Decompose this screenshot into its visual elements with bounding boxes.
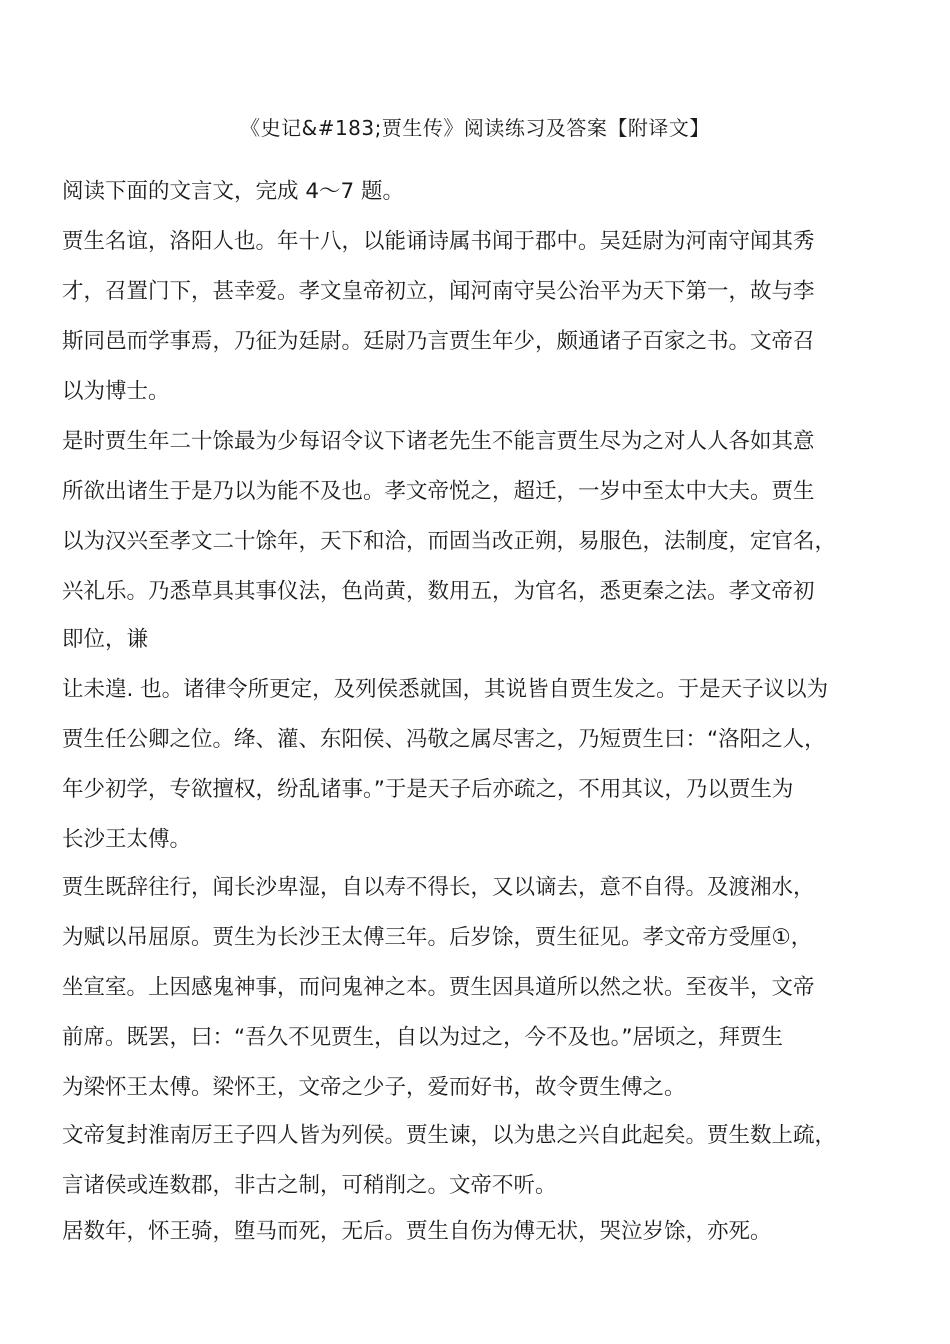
text-line: 贾生既辞往行，闻长沙卑湿，自以寿不得长，又以谪去，意不自得。及渡湘水，: [62, 875, 815, 900]
text-line: 坐宣室。上因感鬼神事，而问鬼神之本。贾生因具道所以然之状。至夜半，文帝: [62, 975, 815, 1000]
text-line: 贾生任公卿之位。绛、灌、东阳侯、冯敬之属尽害之，乃短贾生曰：“洛阳之人，: [62, 727, 826, 752]
instruction-line: 阅读下面的文言文，完成 4～7 题。: [62, 179, 405, 204]
text-line: 年少初学，专欲擅权，纷乱诸事。”于是天子后亦疏之，不用其议，乃以贾生为: [62, 777, 794, 802]
text-line: 文帝复封淮南厉王子四人皆为列侯。贾生谏，以为患之兴自此起矣。贾生数上疏，: [62, 1123, 837, 1148]
text-line: 是时贾生年二十馀最为少每诏令议下诸老先生不能言贾生尽为之对人人各如其意: [62, 429, 815, 454]
text-line: 为梁怀王太傅。梁怀王，文帝之少子，爱而好书，故令贾生傅之。: [62, 1075, 686, 1100]
text-line: 才，召置门下，甚幸爱。孝文皇帝初立，闻河南守吴公治平为天下第一，故与李: [62, 279, 815, 304]
text-line: 让未遑. 也。诸律令所更定，及列侯悉就国，其说皆自贾生发之。于是天子议以为: [62, 677, 829, 702]
text-line: 即位，谦: [62, 627, 149, 652]
text-line: 为赋以吊屈原。贾生为长沙王太傅三年。后岁馀，贾生征见。孝文帝方受厘①，: [62, 925, 813, 950]
text-line: 言诸侯或连数郡，非古之制，可稍削之。文帝不听。: [62, 1173, 557, 1198]
text-line: 斯同邑而学事焉，乃征为廷尉。廷尉乃言贾生年少，颇通诸子百家之书。文帝召: [62, 329, 815, 354]
text-line: 以为汉兴至孝文二十馀年，天下和洽，而固当改正朔，易服色，法制度，定官名，: [62, 529, 837, 554]
text-line: 所欲出诸生于是乃以为能不及也。孝文帝悦之，超迁，一岁中至太中大夫。贾生: [62, 479, 815, 504]
text-line: 以为博士。: [62, 379, 170, 404]
document-title: 《史记&#183;贾生传》阅读练习及答案【附译文】: [240, 116, 710, 140]
text-line: 长沙王太傅。: [62, 827, 192, 852]
text-line: 兴礼乐。乃悉草具其事仪法，色尚黄，数用五，为官名，悉更秦之法。孝文帝初: [62, 579, 815, 604]
text-line: 居数年，怀王骑，堕马而死，无后。贾生自伤为傅无状，哭泣岁馀，亦死。: [62, 1219, 772, 1244]
text-line: 前席。既罢，曰：“吾久不见贾生，自以为过之，今不及也。”居顷之，拜贾生: [62, 1025, 784, 1050]
text-line: 贾生名谊，洛阳人也。年十八，以能诵诗属书闻于郡中。吴廷尉为河南守闻其秀: [62, 229, 815, 254]
